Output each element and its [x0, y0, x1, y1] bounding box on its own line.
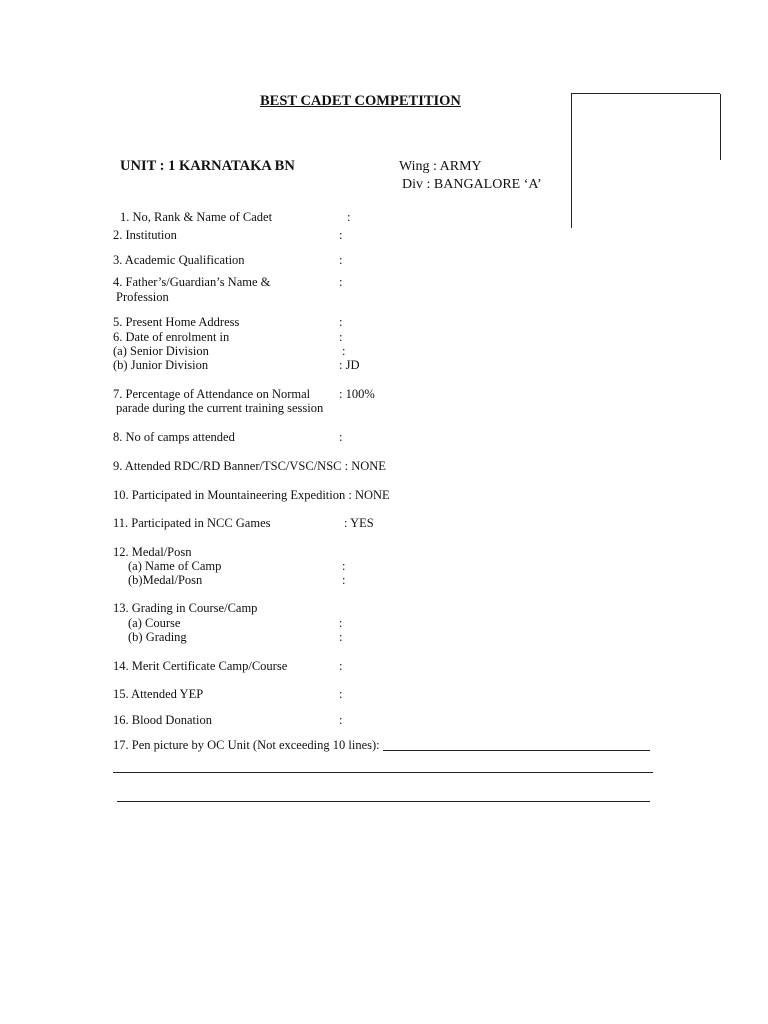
field-value: : JD	[339, 358, 360, 372]
field-value: :	[339, 275, 343, 289]
field-value: :	[339, 228, 343, 242]
field-label: (b)Medal/Posn	[128, 573, 203, 587]
field-label: parade during the current training session	[116, 401, 324, 415]
field-label: 1. No, Rank & Name of Cadet	[120, 210, 273, 224]
field-label: 7. Percentage of Attendance on Normal	[113, 387, 311, 401]
field-label: 3. Academic Qualification	[113, 253, 245, 267]
field-value: :	[342, 344, 346, 358]
field-label: 10. Participated in Mountaineering Expedition : NONE	[113, 488, 390, 502]
field-label: 2. Institution	[113, 228, 177, 242]
field-label: 12. Medal/Posn	[113, 545, 192, 559]
field-label: 4. Father’s/Guardian’s Name &	[113, 275, 271, 289]
field-value: :	[339, 630, 343, 644]
field-label: (a) Senior Division	[113, 344, 209, 358]
field-label: 6. Date of enrolment in	[113, 330, 230, 344]
field-label: (a) Name of Camp	[128, 559, 222, 573]
field-label: 14. Merit Certificate Camp/Course	[113, 659, 288, 673]
field-label: 9. Attended RDC/RD Banner/TSC/VSC/NSC : NONE	[113, 459, 386, 473]
field-label: (b) Grading	[128, 630, 187, 644]
field-value: :	[339, 616, 343, 630]
pen-picture-line	[383, 750, 650, 751]
field-value: :	[339, 713, 343, 727]
field-label: (b) Junior Division	[113, 358, 209, 372]
field-value: :	[342, 559, 346, 573]
field-value: :	[339, 687, 343, 701]
unit-label: UNIT : 1 KARNATAKA BN	[120, 158, 295, 174]
field-label: 15. Attended YEP	[113, 687, 204, 701]
pen-picture-line	[117, 801, 650, 802]
field-value: :	[339, 430, 343, 444]
field-value: :	[339, 330, 343, 344]
field-value: : YES	[344, 516, 374, 530]
wing-label: Wing : ARMY	[399, 159, 482, 174]
field-label: 8. No of camps attended	[113, 430, 235, 444]
photo-box	[571, 93, 720, 228]
pen-picture-line	[113, 772, 653, 773]
division-label: Div : BANGALORE ‘A’	[402, 177, 542, 192]
field-label: 5. Present Home Address	[113, 315, 240, 329]
field-label: 11. Participated in NCC Games	[113, 516, 271, 530]
field-label: (a) Course	[128, 616, 181, 630]
field-value: :	[347, 210, 351, 224]
page-title: BEST CADET COMPETITION	[260, 93, 461, 109]
field-label: Profession	[116, 290, 169, 304]
field-value: :	[339, 253, 343, 267]
field-label: 16. Blood Donation	[113, 713, 212, 727]
field-value: :	[342, 573, 346, 587]
field-label: 17. Pen picture by OC Unit (Not exceeding 10 lines):	[113, 738, 380, 752]
field-value: :	[339, 315, 343, 329]
field-value: :	[339, 659, 343, 673]
field-value: : 100%	[339, 387, 375, 401]
field-label: 13. Grading in Course/Camp	[113, 601, 258, 615]
